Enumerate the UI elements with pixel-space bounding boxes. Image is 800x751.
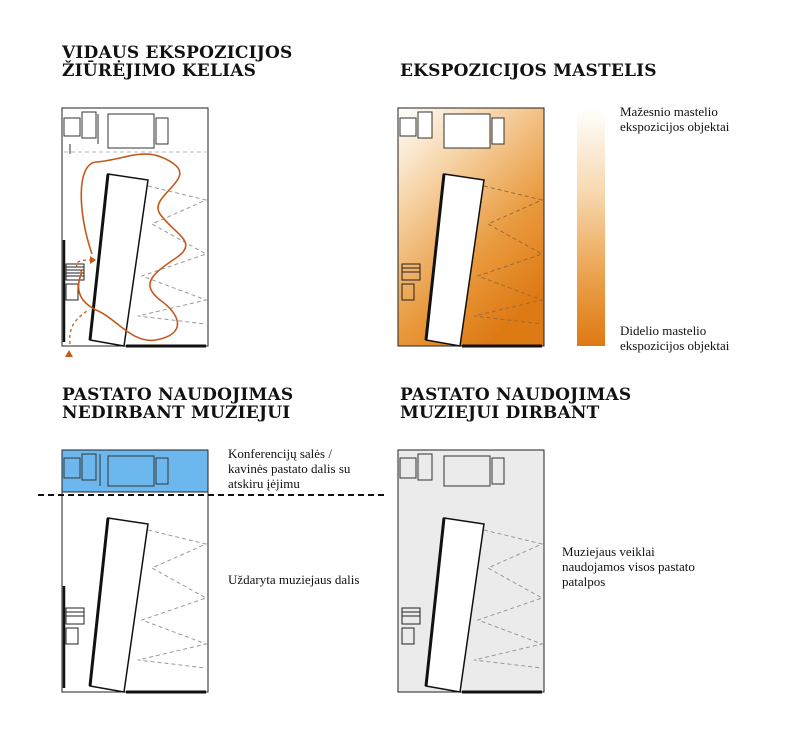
scale-bottom-line2: ekspozicijos objektai (620, 338, 730, 353)
exhibit-scale-title (400, 62, 657, 80)
scale-top-label (620, 104, 729, 134)
closed-use-title (62, 386, 293, 422)
scale-top-line1: Mažesnio mastelio (620, 104, 718, 119)
closed-use-title-line2: NEDIRBANT MUZIEJUI (62, 403, 291, 423)
entrance-arrow-icon (65, 350, 73, 357)
open-use-line2: naudojamos visos pastato (562, 559, 695, 574)
open-use-line1: Muziejaus veiklai (562, 544, 655, 559)
viewing-path-title (62, 44, 292, 80)
closed-use-title-line1: PASTATO NAUDOJIMAS (62, 385, 294, 405)
closed-use-plan (56, 446, 216, 702)
scale-top-line2: ekspozicijos objektai (620, 119, 730, 134)
viewing-path-title-line1: VIDAUS EKSPOZICIJOS (62, 43, 293, 63)
open-use-plan-drawing (392, 446, 552, 702)
open-use-plan (392, 446, 552, 702)
exhibit-scale-plan (392, 104, 552, 360)
exhibit-scale-title-text: EKSPOZICIJOS MASTELIS (400, 61, 657, 81)
viewing-path-plan (56, 104, 216, 360)
conference-line3: atskiru įėjimu (228, 476, 300, 491)
viewing-path-title-line2: ŽIŪRĖJIMO KELIAS (62, 61, 257, 81)
closed-museum-label (228, 572, 359, 587)
conference-line2: kavinės pastato dalis su (228, 461, 351, 476)
conference-label (228, 446, 350, 491)
open-use-title-line1: PASTATO NAUDOJIMAS (400, 385, 632, 405)
open-use-title-line2: MUZIEJUI DIRBANT (400, 403, 600, 423)
closed-use-plan-drawing (56, 446, 216, 702)
scale-bottom-line1: Didelio mastelio (620, 323, 707, 338)
open-use-line3: patalpos (562, 574, 606, 589)
exhibit-scale-plan-drawing (392, 104, 552, 360)
separation-line (38, 494, 384, 496)
scale-bottom-label (620, 323, 729, 353)
viewing-path-plan-drawing (56, 104, 216, 360)
open-use-label (562, 544, 695, 589)
closed-museum-text: Uždaryta muziejaus dalis (228, 572, 360, 587)
conference-line1: Konferencijų salės / (228, 446, 332, 461)
scale-gradient-bar (577, 108, 605, 346)
open-use-title (400, 386, 631, 422)
